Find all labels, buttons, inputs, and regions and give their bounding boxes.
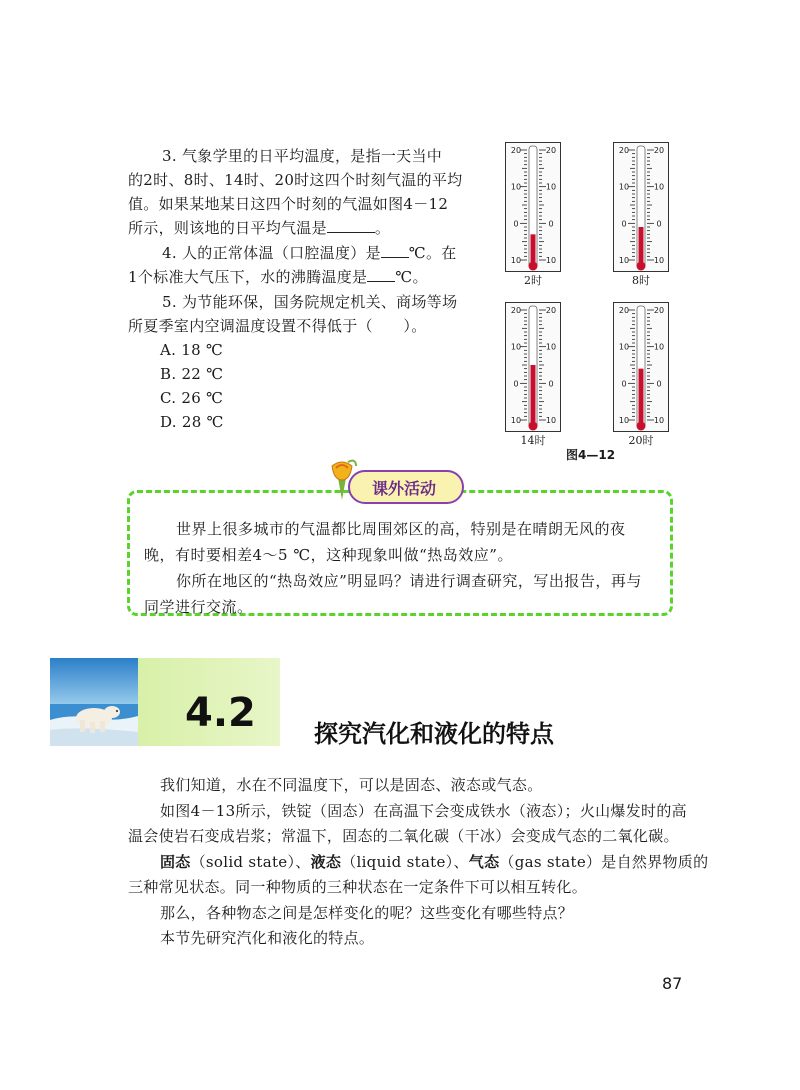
scale-label: 0: [621, 379, 627, 389]
scale-label: 10: [618, 342, 630, 352]
thermometer-svg: [505, 302, 561, 432]
scale-label: 10: [653, 342, 665, 352]
scale-label: 20: [510, 146, 522, 155]
mercury-bulb: [529, 422, 538, 431]
thermometer-8h: [613, 142, 669, 272]
q4-line1-b: ℃。在: [408, 244, 457, 262]
q5-line1: 5. 为节能环保，国务院规定机关、商场等场: [162, 293, 458, 311]
body-p3-line1: [160, 850, 708, 874]
mercury-column: [531, 234, 536, 266]
term-solid-en: （solid state）、: [190, 853, 311, 871]
q5-option-b: B. 22 ℃: [160, 365, 224, 383]
thermometer-svg: [613, 302, 669, 432]
term-gas-en: （gas state）是自然界物质的: [499, 853, 709, 871]
scale-label: 0: [656, 379, 662, 389]
scale-label: 10: [545, 416, 557, 425]
scale-label: 10: [545, 256, 557, 265]
scale-label: 0: [548, 219, 554, 229]
scale-label: 10: [545, 342, 557, 352]
activity-p2-line2: 同学进行交流。: [144, 598, 253, 616]
body-p5: 本节先研究汽化和液化的特点。: [160, 929, 375, 947]
mercury-column: [639, 369, 644, 426]
activity-p2-line1: 你所在地区的“热岛效应”明显吗？请进行调查研究，写出报告，再与: [176, 572, 642, 590]
section-title: 探究汽化和液化的特点: [314, 720, 554, 748]
answer-blank: [367, 267, 395, 282]
term-liquid: 液态: [310, 853, 342, 871]
scale-label: 20: [653, 306, 665, 315]
scale-label: 10: [510, 342, 522, 352]
scale-label: 0: [548, 379, 554, 389]
q5-option-c: C. 26 ℃: [160, 389, 224, 407]
q5-option-a: A. 18 ℃: [160, 341, 224, 359]
body-p2-line1: 如图4－13所示，铁锭（固态）在高温下会变成铁水（液态）；火山爆发时的高: [160, 802, 687, 820]
scale-label: 0: [513, 379, 519, 389]
q3-line2: 的2时、8时、14时、20时这四个时刻气温的平均: [128, 171, 463, 189]
scale-label: 10: [618, 416, 630, 425]
thermometer-label: 2时: [524, 274, 542, 287]
scale-label: 0: [513, 219, 519, 229]
figure-caption: 图4—12: [566, 448, 616, 462]
term-gas: 气态: [468, 853, 500, 871]
mercury-bulb: [637, 422, 646, 431]
thermometer-14h: [505, 302, 561, 432]
scale-label: 10: [618, 182, 630, 192]
q4-line2: [128, 265, 428, 289]
scale-label: 20: [545, 146, 557, 155]
answer-blank: [381, 243, 409, 258]
scale-label: 10: [653, 416, 665, 425]
scale-label: 10: [510, 416, 522, 425]
scale-label: 20: [545, 306, 557, 315]
q4-line1: [162, 241, 457, 265]
polar-bear-photo: [50, 658, 138, 746]
scale-label: 20: [618, 146, 630, 155]
mercury-bulb: [529, 262, 538, 271]
activity-p1-line1: 世界上很多城市的气温都比周围郊区的高，特别是在晴朗无风的夜: [176, 520, 626, 538]
activity-title: 课外活动: [348, 470, 464, 504]
scale-label: 0: [621, 219, 627, 229]
mercury-column: [531, 365, 536, 426]
q4-line2-a: 1个标准大气压下，水的沸腾温度是: [128, 268, 368, 286]
q3-line4-text: 所示，则该地的日平均气温是: [128, 219, 327, 237]
body-p4: 那么，各种物态之间是怎样变化的呢？这些变化有哪些特点？: [160, 904, 574, 922]
q5-line2: 所夏季室内空调温度设置不得低于（ ）。: [128, 317, 427, 335]
term-solid: 固态: [160, 853, 191, 871]
body-p2-line2: 温会使岩石变成岩浆；常温下，固态的二氧化碳（干冰）会变成气态的二氧化碳。: [128, 827, 679, 845]
section-number: 4.2: [185, 690, 256, 736]
thermometer-label: 14时: [520, 434, 546, 447]
scale-label: 20: [510, 306, 522, 315]
scale-label: 0: [656, 219, 662, 229]
thermometer-label: 8时: [632, 274, 650, 287]
activity-p1-line2: 晚，有时要相差4～5 ℃，这种现象叫做“热岛效应”。: [144, 546, 513, 564]
thermometer-20h: [613, 302, 669, 432]
scale-label: 10: [618, 256, 630, 265]
q3-line3: 值。如果某地某日这四个时刻的气温如图4－12: [128, 195, 449, 213]
term-liquid-en: （liquid state）、: [341, 853, 469, 871]
q4-line1-a: 4. 人的正常体温（口腔温度）是: [162, 244, 381, 262]
scale-label: 10: [653, 182, 665, 192]
thermometer-svg: [505, 142, 561, 272]
scale-label: 20: [653, 146, 665, 155]
q4-line2-b: ℃。: [395, 268, 428, 286]
thermometer-svg: [613, 142, 669, 272]
q5-option-d: D. 28 ℃: [160, 413, 224, 431]
page-number: 87: [662, 974, 683, 993]
body-p1: 我们知道，水在不同温度下，可以是固态、液态或气态。: [160, 776, 543, 794]
mercury-bulb: [637, 262, 646, 271]
scale-label: 10: [653, 256, 665, 265]
answer-blank: [327, 218, 375, 233]
q3-period: 。: [374, 219, 391, 237]
thermometer-label: 20时: [628, 434, 654, 447]
q3-line4: [128, 216, 390, 240]
scale-label: 10: [510, 182, 522, 192]
thermometer-2h: [505, 142, 561, 272]
q3-line1: 3. 气象学里的日平均温度，是指一天当中: [162, 147, 443, 165]
mercury-column: [639, 227, 644, 266]
scale-label: 10: [510, 256, 522, 265]
scale-label: 10: [545, 182, 557, 192]
body-p3-line2: 三种常见状态。同一种物质的三种状态在一定条件下可以相互转化。: [128, 878, 588, 896]
scale-label: 20: [618, 306, 630, 315]
